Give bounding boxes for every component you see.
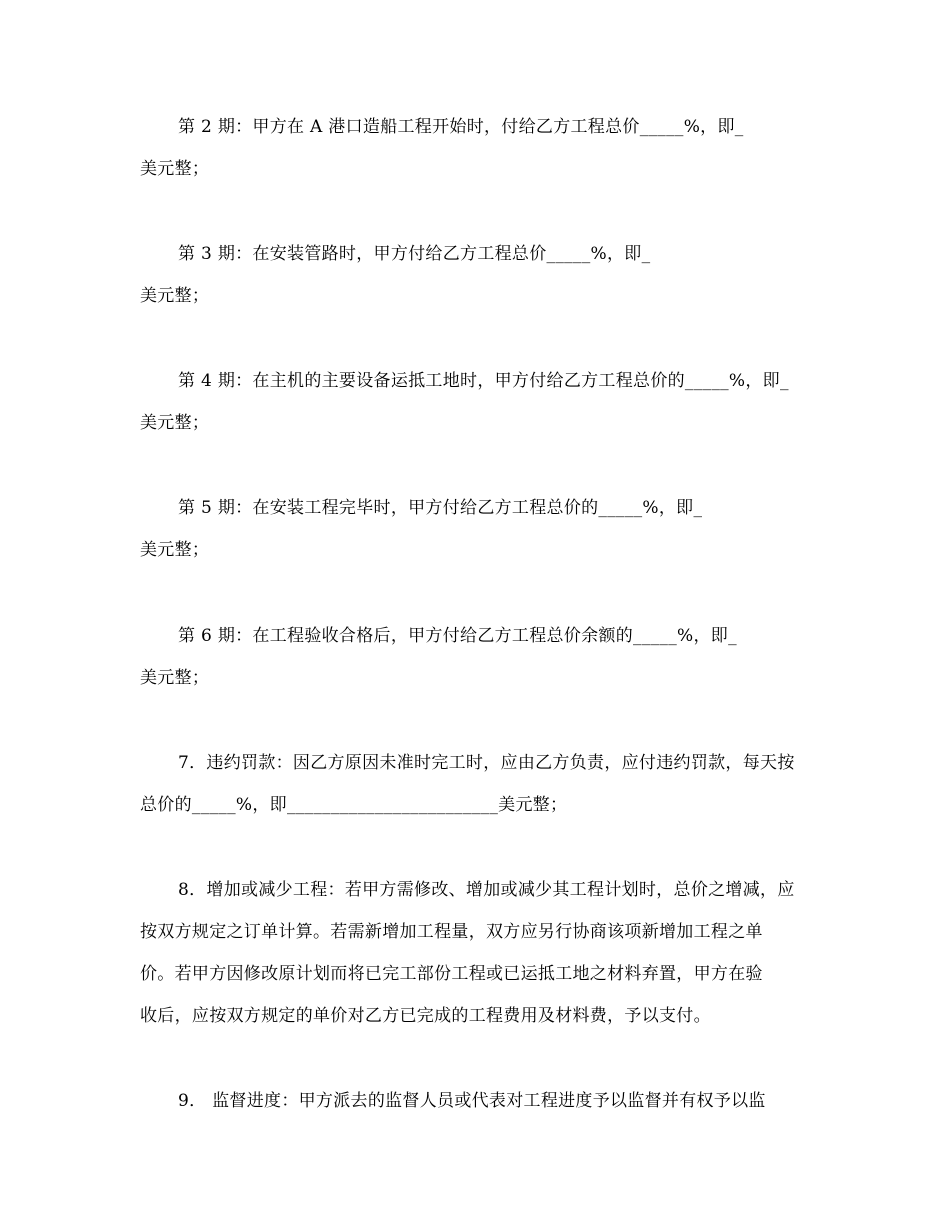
paragraph-installment-3-line-2: 美元整；	[140, 286, 210, 306]
paragraph-installment-3-line-1: 第 3 期：在安装管路时，甲方付给乙方工程总价_____%，即_	[178, 244, 651, 264]
paragraph-changes-line-2: 按双方规定之订单计算。若需新增加工程量，双方应另行协商该项新增加工程之单	[140, 922, 763, 942]
paragraph-penalty-line-1: 7．违约罚款：因乙方原因未准时完工时，应由乙方负责，应付违约罚款，每天按	[178, 753, 795, 773]
paragraph-installment-5-line-2: 美元整；	[140, 540, 210, 560]
paragraph-installment-4-line-2: 美元整；	[140, 413, 210, 433]
paragraph-supervision-line-1: 9． 监督进度：甲方派去的监督人员或代表对工程进度予以监督并有权予以监	[178, 1091, 766, 1111]
paragraph-installment-6-line-1: 第 6 期：在工程验收合格后，甲方付给乙方工程总价余额的_____%，即_	[178, 626, 737, 646]
paragraph-changes-line-4: 收后，应按双方规定的单价对乙方已完成的工程费用及材料费，予以支付。	[140, 1006, 711, 1026]
paragraph-installment-6-line-2: 美元整；	[140, 668, 210, 688]
paragraph-installment-5-line-1: 第 5 期：在安装工程完毕时，甲方付给乙方工程总价的_____%，即_	[178, 498, 703, 518]
paragraph-penalty-line-2: 总价的_____%，即________________________美元整；	[140, 795, 568, 815]
paragraph-installment-4-line-1: 第 4 期：在主机的主要设备运抵工地时，甲方付给乙方工程总价的_____%，即_	[178, 371, 789, 391]
paragraph-installment-2-line-1: 第 2 期：甲方在 A 港口造船工程开始时，付给乙方工程总价_____%，即_	[178, 117, 744, 137]
paragraph-changes-line-3: 价。若甲方因修改原计划而将已完工部份工程或已运抵工地之材料弃置，甲方在验	[140, 964, 763, 984]
paragraph-changes-line-1: 8．增加或减少工程：若甲方需修改、增加或减少其工程计划时，总价之增减，应	[178, 880, 795, 900]
paragraph-installment-2-line-2: 美元整；	[140, 159, 210, 179]
